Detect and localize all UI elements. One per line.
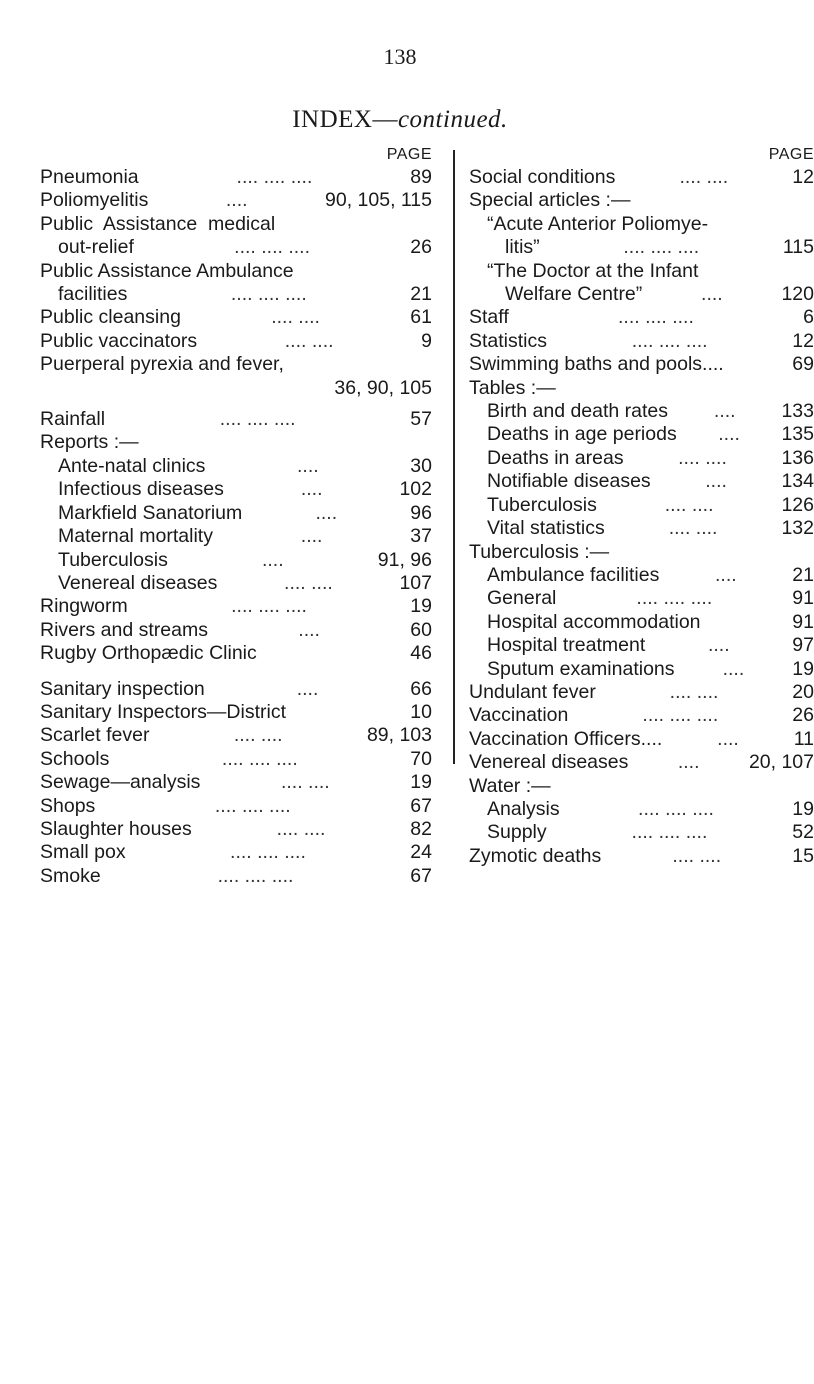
- leader-dots: .... .... ....: [623, 236, 700, 259]
- page-number: 138: [383, 44, 417, 69]
- index-entry-maternal-mortality: [40, 525, 432, 548]
- entry-label: Venereal diseases: [469, 751, 629, 774]
- leader-dots: ....: [701, 283, 723, 306]
- index-entry-scarlet-fever: [40, 724, 432, 747]
- title-dash: —: [372, 106, 398, 133]
- index-entry-statistics: [469, 330, 814, 353]
- index-entry-puerperal-pages: [40, 377, 432, 400]
- leader-dots: .... .... ....: [221, 747, 298, 770]
- entry-label: Markfield Sanatorium: [58, 501, 243, 524]
- entry-label: Supply: [487, 821, 547, 844]
- entry-page: 46: [410, 642, 432, 665]
- entry-page: 97: [792, 634, 814, 657]
- entry-label: Venereal diseases: [58, 571, 218, 594]
- entry-label: Tuberculosis :—: [469, 540, 610, 563]
- entry-label: Sanitary inspection: [40, 677, 205, 700]
- entry-page: 90, 105, 115: [325, 189, 432, 212]
- leader-dots: .... ....: [668, 517, 718, 540]
- index-entry-ante-natal-clinics: [40, 455, 432, 478]
- entry-label: Hospital accommodation: [487, 610, 701, 633]
- entry-label: Tables :—: [469, 376, 556, 399]
- entry-page: 136: [781, 446, 814, 469]
- leader-dots: .... ....: [284, 571, 333, 594]
- index-entry-social-conditions: [469, 166, 814, 189]
- index-entry-ambulance-facilities: [469, 564, 814, 587]
- left-index-column: [40, 144, 432, 888]
- entry-label: Vital statistics: [487, 517, 605, 540]
- entry-label: Undulant fever: [469, 680, 596, 703]
- entry-page: 120: [781, 283, 814, 306]
- leader-dots: .... .... ....: [618, 306, 694, 329]
- entry-label: Maternal mortality: [58, 525, 213, 548]
- title-main: INDEX: [292, 106, 373, 133]
- index-entry-tuberculosis: [469, 541, 814, 564]
- leader-dots: .... .... ....: [631, 329, 708, 352]
- index-entry-infectious-diseases: [40, 478, 432, 501]
- index-entry-rugby-orthopaedic-clinic: [40, 642, 432, 665]
- index-entry-schools: [40, 748, 432, 771]
- right-index-column: [469, 144, 814, 868]
- entry-label: Ambulance facilities: [487, 563, 660, 586]
- entry-page: 20: [792, 680, 814, 703]
- index-entry-vaccination: [469, 704, 814, 727]
- entry-label: Puerperal pyrexia and fever,: [40, 353, 284, 376]
- entry-page: 57: [410, 408, 432, 431]
- entry-label: “Acute Anterior Poliomye-: [487, 212, 709, 235]
- entry-page: 66: [410, 677, 432, 700]
- index-entry-welfare-centre: [469, 283, 814, 306]
- index-entry-doctor-infant-welfare: [469, 260, 814, 283]
- entry-label: Deaths in age periods: [487, 423, 677, 446]
- index-entry-smoke: [40, 865, 432, 888]
- index-entry-water-supply: [469, 821, 814, 844]
- index-entry-staff: [469, 306, 814, 329]
- entry-page: 19: [792, 657, 814, 680]
- entry-label: Scarlet fever: [40, 724, 150, 747]
- entry-page: 107: [399, 571, 432, 594]
- leader-dots: ....: [296, 677, 319, 700]
- entry-label: facilities: [58, 283, 128, 306]
- index-entry-sputum-examinations: [469, 658, 814, 681]
- index-entry-slaughter-houses: [40, 818, 432, 841]
- index-entry-pneumonia: [40, 166, 432, 189]
- entry-page: 69: [792, 353, 814, 376]
- entry-page: 52: [792, 821, 814, 844]
- entry-page: 37: [410, 525, 432, 548]
- leader-dots: ....: [300, 525, 323, 548]
- index-entry-water-analysis: [469, 798, 814, 821]
- entry-page: 21: [792, 563, 814, 586]
- entry-page: 30: [410, 454, 432, 477]
- index-entry-venereal-diseases: [469, 751, 814, 774]
- entry-page: 26: [792, 704, 814, 727]
- entry-page: 10: [410, 700, 432, 723]
- leader-dots: ....: [677, 751, 700, 774]
- index-entry-acute-anterior-poliomyelitis: [469, 213, 814, 236]
- index-entry-poliomyelitis: [40, 189, 432, 212]
- entry-label: Small pox: [40, 841, 126, 864]
- index-entry-sanitary-inspection: [40, 678, 432, 701]
- index-entry-zymotic-deaths: [469, 845, 814, 868]
- entry-page: 11: [793, 727, 814, 750]
- entry-label: Poliomyelitis: [40, 189, 149, 212]
- index-entry-swimming-baths: [469, 353, 814, 376]
- entry-label: litis”: [505, 236, 540, 259]
- leader-dots: .... ....: [280, 771, 330, 794]
- index-entry-sanitary-inspectors: [40, 701, 432, 724]
- entry-page: 82: [410, 817, 432, 840]
- index-entry-undulant-fever: [469, 681, 814, 704]
- entry-label: Tuberculosis: [487, 493, 597, 516]
- entry-page: 133: [781, 400, 814, 423]
- index-entry-public-vaccinators: [40, 330, 432, 353]
- entry-page: 36, 90, 105: [334, 376, 432, 399]
- leader-dots: ....: [315, 501, 338, 524]
- entry-label: Ante-natal clinics: [58, 454, 206, 477]
- title-continued: continued.: [397, 106, 508, 133]
- leader-dots: .... .... ....: [230, 283, 307, 306]
- index-entry-special-articles: [469, 189, 814, 212]
- entry-page: 12: [792, 166, 814, 188]
- entry-page: 96: [410, 501, 432, 524]
- leader-dots: .... ....: [284, 329, 334, 352]
- leader-dots: .... ....: [271, 306, 320, 329]
- index-entry-birth-and-death-rates: [469, 400, 814, 423]
- index-entry-notifiable-diseases: [469, 470, 814, 493]
- index-entry-sewage-analysis: [40, 771, 432, 794]
- entry-page: 91: [792, 587, 814, 610]
- leader-dots: .... .... ....: [236, 166, 313, 188]
- entry-label: General: [487, 587, 557, 610]
- entry-label: Slaughter houses: [40, 817, 192, 840]
- entry-page: 91, 96: [377, 548, 432, 571]
- entry-page: 12: [792, 329, 814, 352]
- entry-label: Statistics: [469, 329, 548, 352]
- entry-label: Zymotic deaths: [469, 844, 602, 867]
- entry-label: Infectious diseases: [58, 478, 224, 501]
- entry-label: Smoke: [40, 864, 101, 887]
- entry-page: 70: [410, 747, 432, 770]
- entry-page: 134: [781, 470, 814, 493]
- entry-label: Sputum examinations: [487, 657, 675, 680]
- entry-page: 26: [410, 236, 432, 259]
- leader-dots: ....: [722, 657, 745, 680]
- leader-dots: .... .... ....: [638, 797, 714, 820]
- index-entry-deaths-in-age-periods: [469, 423, 814, 446]
- index-entry-rivers-and-streams: [40, 619, 432, 642]
- index-entry-reports-tuberculosis: [40, 549, 432, 572]
- leader-dots: .... ....: [233, 724, 283, 747]
- entry-label: Deaths in areas: [487, 446, 624, 469]
- entry-label: Special articles :—: [469, 189, 631, 212]
- leader-dots: .... .... ....: [230, 841, 306, 864]
- entry-label: Water :—: [469, 774, 551, 797]
- index-entry-general: [469, 587, 814, 610]
- entry-label: Birth and death rates: [487, 400, 669, 423]
- leader-dots: ....: [718, 423, 740, 446]
- leader-dots: .... ....: [276, 817, 326, 840]
- entry-label: Pneumonia: [40, 166, 139, 188]
- entry-label: Rugby Orthopædic Clinic: [40, 642, 257, 665]
- entry-page: 91: [792, 610, 814, 633]
- leader-dots: .... ....: [664, 493, 714, 516]
- leader-dots: ....: [713, 400, 736, 423]
- index-entry-vaccination-officers: [469, 728, 814, 751]
- entry-page: 89, 103: [366, 724, 432, 747]
- index-entry-markfield-sanatorium: [40, 502, 432, 525]
- index-entry-tables: [469, 377, 814, 400]
- index-entry-litis: [469, 236, 814, 259]
- index-entry-deaths-in-areas: [469, 447, 814, 470]
- entry-label: Vaccination: [469, 704, 569, 727]
- leader-dots: .... .... ....: [636, 587, 713, 610]
- column-divider: [453, 150, 455, 764]
- index-entry-reports: [40, 431, 432, 454]
- entry-page: 102: [399, 478, 432, 501]
- entry-label: Public Assistance Ambulance: [40, 259, 294, 282]
- leader-dots: .... .... ....: [231, 595, 307, 618]
- entry-page: 19: [410, 595, 432, 618]
- entry-label: Rivers and streams: [40, 618, 208, 641]
- entry-page: 20, 107: [748, 751, 814, 774]
- entry-label: Tuberculosis: [58, 548, 168, 571]
- leader-dots: .... .... ....: [219, 408, 296, 431]
- entry-page: 19: [792, 797, 814, 820]
- leader-dots: ....: [300, 478, 323, 501]
- entry-label: Shops: [40, 794, 96, 817]
- entry-label: Sanitary Inspectors—District: [40, 700, 286, 723]
- index-entry-vital-statistics: [469, 517, 814, 540]
- leader-dots: ....: [297, 454, 319, 477]
- leader-dots: .... .... ....: [234, 236, 311, 259]
- entry-label: Reports :—: [40, 431, 139, 454]
- leader-dots: .... ....: [669, 680, 719, 703]
- leader-dots: ....: [261, 548, 284, 571]
- entry-page: 135: [781, 423, 814, 446]
- index-entry-ringworm: [40, 595, 432, 618]
- entry-label: Swimming baths and pools....: [469, 353, 724, 376]
- entry-label: out-relief: [58, 236, 134, 259]
- entry-page: 67: [410, 864, 432, 887]
- index-entry-tables-tuberculosis: [469, 494, 814, 517]
- index-entry-small-pox: [40, 841, 432, 864]
- index-title: [0, 106, 800, 134]
- leader-dots: ....: [705, 470, 727, 493]
- index-entry-public-assistance-medical: [40, 213, 432, 236]
- entry-label: Rainfall: [40, 408, 106, 431]
- entry-page: 115: [782, 236, 814, 259]
- entry-page: 67: [410, 794, 432, 817]
- index-entry-public-assistance-ambulance: [40, 260, 432, 283]
- entry-page: 126: [781, 493, 814, 516]
- entry-page: 19: [410, 771, 432, 794]
- leader-dots: .... .... ....: [631, 821, 708, 844]
- leader-dots: .... .... ....: [214, 794, 291, 817]
- entry-label: “The Doctor at the Infant: [487, 259, 699, 282]
- entry-label: Public vaccinators: [40, 329, 198, 352]
- entry-label: Ringworm: [40, 595, 128, 618]
- entry-page: 132: [781, 517, 814, 540]
- index-entry-facilities: [40, 283, 432, 306]
- leader-dots: .... ....: [679, 166, 729, 188]
- entry-page: 89: [410, 166, 432, 188]
- left-page-heading: PAGE: [386, 146, 432, 163]
- leader-dots: .... .... ....: [217, 864, 294, 887]
- index-entry-public-cleansing: [40, 306, 432, 329]
- leader-dots: ....: [717, 727, 739, 750]
- index-entry-reports-venereal-diseases: [40, 572, 432, 595]
- entry-label: Sewage—analysis: [40, 771, 201, 794]
- index-entry-rainfall: [40, 408, 432, 431]
- entry-page: 60: [410, 618, 432, 641]
- leader-dots: ....: [298, 618, 320, 641]
- entry-page: 24: [410, 841, 432, 864]
- entry-page: 15: [792, 844, 814, 867]
- index-entry-shops: [40, 795, 432, 818]
- leader-dots: .... ....: [672, 844, 722, 867]
- entry-label: Public Assistance medical: [40, 212, 276, 235]
- entry-label: Vaccination Officers....: [469, 727, 663, 750]
- entry-page: 6: [803, 306, 814, 329]
- leader-dots: .... ....: [678, 446, 727, 469]
- index-entry-hospital-treatment: [469, 634, 814, 657]
- right-page-heading: PAGE: [768, 146, 814, 163]
- entry-label: Welfare Centre”: [505, 283, 643, 306]
- entry-label: Public cleansing: [40, 306, 181, 329]
- leader-dots: ....: [225, 189, 248, 212]
- entry-page: 9: [421, 329, 432, 352]
- entry-page: 21: [410, 283, 432, 306]
- index-entry-puerperal-pyrexia: [40, 353, 432, 376]
- entry-label: Schools: [40, 747, 110, 770]
- index-entry-water: [469, 775, 814, 798]
- entry-label: Staff: [469, 306, 509, 329]
- leader-dots: .... .... ....: [642, 704, 719, 727]
- leader-dots: ....: [707, 634, 730, 657]
- leader-dots: ....: [714, 563, 737, 586]
- entry-label: Hospital treatment: [487, 634, 646, 657]
- entry-page: 61: [410, 306, 432, 329]
- entry-label: Notifiable diseases: [487, 470, 651, 493]
- entry-label: Analysis: [487, 797, 560, 820]
- entry-label: Social conditions: [469, 166, 616, 188]
- index-entry-hospital-accommodation: [469, 611, 814, 634]
- index-entry-out-relief: [40, 236, 432, 259]
